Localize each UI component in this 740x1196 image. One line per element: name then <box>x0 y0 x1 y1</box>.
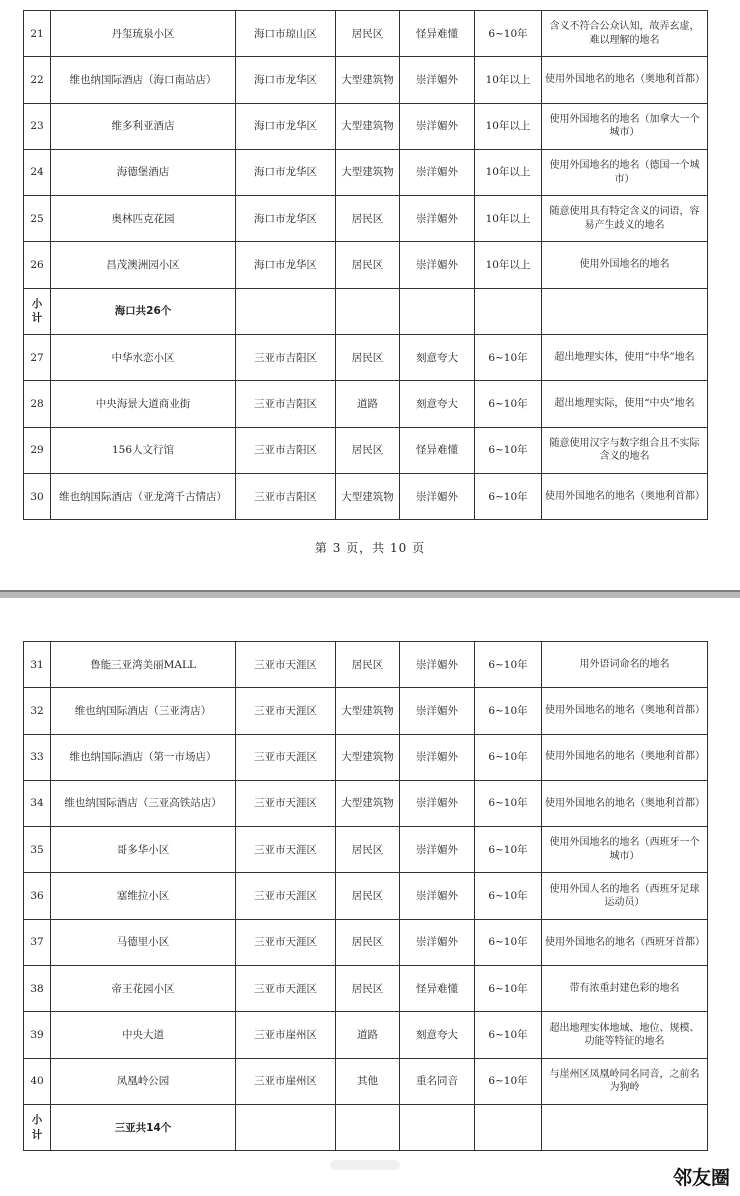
place-name-table-page-3 <box>23 10 708 520</box>
place-type: 居民区 <box>336 335 400 381</box>
issue-category: 重名同音 <box>400 1058 475 1104</box>
row-number: 34 <box>24 780 51 826</box>
years-in-use: 6~10年 <box>475 381 542 427</box>
table-row <box>24 827 708 873</box>
issue-description: 与崖州区凤凰岭同名同音，之前名为狗岭 <box>542 1058 708 1104</box>
years-in-use: 6~10年 <box>475 1012 542 1058</box>
table-row <box>24 734 708 780</box>
page-divider-line <box>0 590 740 592</box>
issue-description: 含义不符合公众认知，故弄玄虚，难以理解的地名 <box>542 11 708 57</box>
issue-category: 崇洋媚外 <box>400 473 475 519</box>
subtotal-label: 小计 <box>24 288 51 334</box>
table-row <box>24 873 708 919</box>
table-row <box>24 642 708 688</box>
location: 三亚市天涯区 <box>236 827 336 873</box>
location: 海口市琼山区 <box>236 11 336 57</box>
place-name: 156人文行馆 <box>51 427 236 473</box>
issue-description: 超出地理实际，使用“中央”地名 <box>542 381 708 427</box>
place-type: 大型建筑物 <box>336 780 400 826</box>
place-name: 维也纳国际酒店（海口南站店） <box>51 57 236 103</box>
issue-description: 使用外国地名的地名（奥地利首都） <box>542 57 708 103</box>
location: 三亚市吉阳区 <box>236 335 336 381</box>
place-type: 大型建筑物 <box>336 149 400 195</box>
location: 三亚市天涯区 <box>236 780 336 826</box>
years-in-use: 10年以上 <box>475 242 542 288</box>
table-row <box>24 427 708 473</box>
table-row <box>24 966 708 1012</box>
years-in-use: 10年以上 <box>475 57 542 103</box>
place-name-table-page-4 <box>23 641 708 1151</box>
issue-category: 崇洋媚外 <box>400 57 475 103</box>
row-number: 23 <box>24 103 51 149</box>
issue-category: 怪异难懂 <box>400 11 475 57</box>
document-page-3 <box>0 0 740 590</box>
row-number: 24 <box>24 149 51 195</box>
place-name: 中华水恋小区 <box>51 335 236 381</box>
place-name: 凤凰岭公园 <box>51 1058 236 1104</box>
location: 海口市龙华区 <box>236 242 336 288</box>
years-in-use: 6~10年 <box>475 919 542 965</box>
table-row <box>24 688 708 734</box>
issue-description: 使用外国地名的地名 <box>542 242 708 288</box>
issue-category: 崇洋媚外 <box>400 103 475 149</box>
table-row <box>24 149 708 195</box>
location: 三亚市天涯区 <box>236 873 336 919</box>
issue-category: 刻意夸大 <box>400 335 475 381</box>
place-name: 中央海景大道商业街 <box>51 381 236 427</box>
row-number: 33 <box>24 734 51 780</box>
row-number: 35 <box>24 827 51 873</box>
place-name: 马德里小区 <box>51 919 236 965</box>
row-number: 27 <box>24 335 51 381</box>
place-type: 居民区 <box>336 427 400 473</box>
subtotal-text: 三亚共14个 <box>51 1104 236 1150</box>
place-type: 居民区 <box>336 642 400 688</box>
table-row <box>24 1012 708 1058</box>
row-number: 40 <box>24 1058 51 1104</box>
issue-description: 带有浓重封建色彩的地名 <box>542 966 708 1012</box>
place-name: 昌茂澳洲园小区 <box>51 242 236 288</box>
issue-category: 刻意夸大 <box>400 1012 475 1058</box>
issue-description: 使用外国地名的地名（奥地利首都） <box>542 688 708 734</box>
row-number: 22 <box>24 57 51 103</box>
row-number: 30 <box>24 473 51 519</box>
location: 海口市龙华区 <box>236 149 336 195</box>
table-row <box>24 919 708 965</box>
scan-smudge <box>330 1160 400 1170</box>
issue-category: 怪异难懂 <box>400 966 475 1012</box>
row-number: 29 <box>24 427 51 473</box>
place-name: 维多利亚酒店 <box>51 103 236 149</box>
place-name: 中央大道 <box>51 1012 236 1058</box>
place-type: 道路 <box>336 1012 400 1058</box>
location: 三亚市天涯区 <box>236 966 336 1012</box>
table-row <box>24 103 708 149</box>
issue-category: 崇洋媚外 <box>400 242 475 288</box>
place-type: 居民区 <box>336 827 400 873</box>
place-type: 居民区 <box>336 11 400 57</box>
issue-category: 崇洋媚外 <box>400 873 475 919</box>
issue-category: 崇洋媚外 <box>400 688 475 734</box>
issue-category: 怪异难懂 <box>400 427 475 473</box>
location: 海口市龙华区 <box>236 103 336 149</box>
location: 海口市龙华区 <box>236 196 336 242</box>
place-type: 大型建筑物 <box>336 57 400 103</box>
location: 三亚市天涯区 <box>236 919 336 965</box>
table-row <box>24 335 708 381</box>
location: 三亚市崖州区 <box>236 1012 336 1058</box>
table-row <box>24 242 708 288</box>
issue-description: 超出地理实体地域、地位、规模、功能等特征的地名 <box>542 1012 708 1058</box>
issue-category: 崇洋媚外 <box>400 827 475 873</box>
years-in-use: 6~10年 <box>475 335 542 381</box>
place-type: 居民区 <box>336 873 400 919</box>
issue-category: 崇洋媚外 <box>400 642 475 688</box>
place-name: 塞维拉小区 <box>51 873 236 919</box>
issue-category: 崇洋媚外 <box>400 149 475 195</box>
document-page-4 <box>0 598 740 1196</box>
place-type: 大型建筑物 <box>336 103 400 149</box>
issue-description: 使用外国地名的地名（奥地利首都） <box>542 780 708 826</box>
table-row <box>24 1058 708 1104</box>
years-in-use: 6~10年 <box>475 427 542 473</box>
issue-description: 用外语词命名的地名 <box>542 642 708 688</box>
years-in-use: 10年以上 <box>475 103 542 149</box>
years-in-use: 6~10年 <box>475 473 542 519</box>
subtotal-label: 小计 <box>24 1104 51 1150</box>
place-type: 其他 <box>336 1058 400 1104</box>
years-in-use: 6~10年 <box>475 11 542 57</box>
issue-description: 使用外国人名的地名（西班牙足球运动员） <box>542 873 708 919</box>
location: 三亚市崖州区 <box>236 1058 336 1104</box>
location: 三亚市天涯区 <box>236 734 336 780</box>
row-number: 36 <box>24 873 51 919</box>
location: 三亚市吉阳区 <box>236 473 336 519</box>
place-name: 维也纳国际酒店（三亚湾店） <box>51 688 236 734</box>
subtotal-row-haikou <box>24 288 708 334</box>
place-name: 丹玺琉泉小区 <box>51 11 236 57</box>
place-name: 维也纳国际酒店（第一市场店） <box>51 734 236 780</box>
years-in-use: 6~10年 <box>475 780 542 826</box>
place-name: 维也纳国际酒店（亚龙湾千古情店） <box>51 473 236 519</box>
place-type: 大型建筑物 <box>336 734 400 780</box>
location: 三亚市吉阳区 <box>236 381 336 427</box>
row-number: 21 <box>24 11 51 57</box>
page-number-footer: 第 3 页，共 10 页 <box>314 541 426 555</box>
years-in-use: 6~10年 <box>475 734 542 780</box>
table-row <box>24 780 708 826</box>
issue-category: 崇洋媚外 <box>400 196 475 242</box>
row-number: 37 <box>24 919 51 965</box>
row-number: 39 <box>24 1012 51 1058</box>
years-in-use: 6~10年 <box>475 688 542 734</box>
place-type: 居民区 <box>336 966 400 1012</box>
location: 三亚市天涯区 <box>236 688 336 734</box>
table-row <box>24 381 708 427</box>
row-number: 31 <box>24 642 51 688</box>
table-row <box>24 473 708 519</box>
years-in-use: 6~10年 <box>475 1058 542 1104</box>
years-in-use: 10年以上 <box>475 149 542 195</box>
issue-description: 超出地理实体，使用“中华”地名 <box>542 335 708 381</box>
place-type: 居民区 <box>336 242 400 288</box>
row-number: 32 <box>24 688 51 734</box>
place-name: 鲁能三亚湾美丽MALL <box>51 642 236 688</box>
years-in-use: 10年以上 <box>475 196 542 242</box>
years-in-use: 6~10年 <box>475 642 542 688</box>
row-number: 28 <box>24 381 51 427</box>
place-name: 奥林匹克花园 <box>51 196 236 242</box>
issue-description: 随意使用具有特定含义的词语，容易产生歧义的地名 <box>542 196 708 242</box>
issue-description: 使用外国地名的地名（德国一个城市） <box>542 149 708 195</box>
issue-description: 使用外国地名的地名（西班牙首都） <box>542 919 708 965</box>
location: 海口市龙华区 <box>236 57 336 103</box>
issue-description: 使用外国地名的地名（加拿大一个城市） <box>542 103 708 149</box>
place-name: 哥多华小区 <box>51 827 236 873</box>
table-row <box>24 196 708 242</box>
place-name: 维也纳国际酒店（三亚高铁站店） <box>51 780 236 826</box>
place-type: 道路 <box>336 381 400 427</box>
watermark-logo: 邻友圈 <box>672 1167 730 1189</box>
issue-category: 刻意夸大 <box>400 381 475 427</box>
issue-description: 使用外国地名的地名（奥地利首都） <box>542 734 708 780</box>
issue-description: 随意使用汉字与数字组合且不实际含义的地名 <box>542 427 708 473</box>
location: 三亚市吉阳区 <box>236 427 336 473</box>
row-number: 26 <box>24 242 51 288</box>
issue-category: 崇洋媚外 <box>400 734 475 780</box>
years-in-use: 6~10年 <box>475 827 542 873</box>
issue-description: 使用外国地名的地名（奥地利首都） <box>542 473 708 519</box>
years-in-use: 6~10年 <box>475 873 542 919</box>
subtotal-row-sanya <box>24 1104 708 1150</box>
row-number: 38 <box>24 966 51 1012</box>
place-name: 帝王花园小区 <box>51 966 236 1012</box>
row-number: 25 <box>24 196 51 242</box>
table-row <box>24 57 708 103</box>
place-type: 大型建筑物 <box>336 473 400 519</box>
subtotal-text: 海口共26个 <box>51 288 236 334</box>
issue-description: 使用外国地名的地名（西班牙一个城市） <box>542 827 708 873</box>
location: 三亚市天涯区 <box>236 642 336 688</box>
issue-category: 崇洋媚外 <box>400 919 475 965</box>
table-row <box>24 11 708 57</box>
place-type: 居民区 <box>336 919 400 965</box>
place-name: 海德堡酒店 <box>51 149 236 195</box>
place-type: 居民区 <box>336 196 400 242</box>
years-in-use: 6~10年 <box>475 966 542 1012</box>
place-type: 大型建筑物 <box>336 688 400 734</box>
issue-category: 崇洋媚外 <box>400 780 475 826</box>
